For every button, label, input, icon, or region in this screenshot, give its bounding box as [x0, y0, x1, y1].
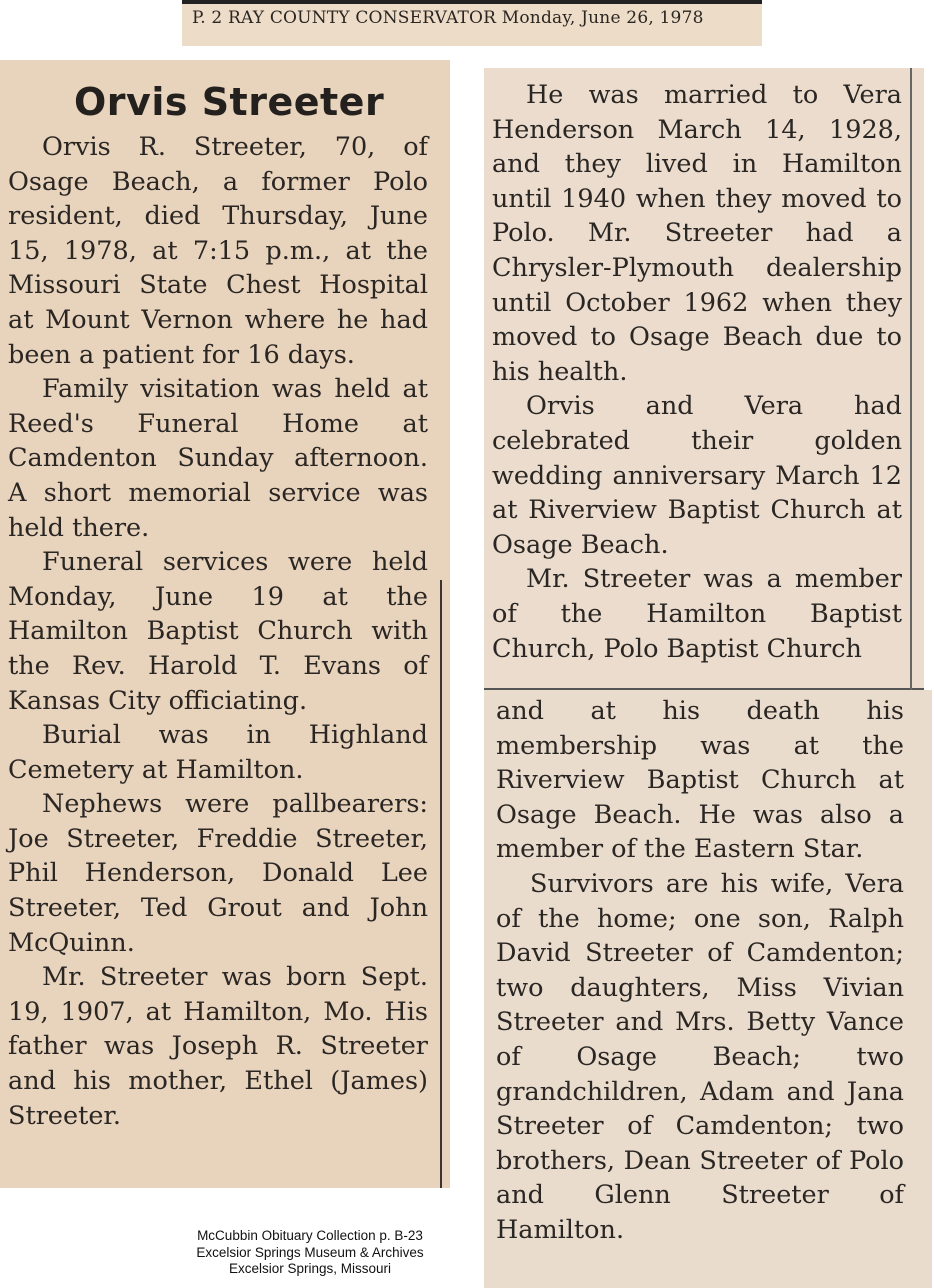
newspaper-header-text: P. 2 RAY COUNTY CONSERVATOR Monday, June 26, 1978 [192, 8, 704, 28]
paragraph: Survivors are his wife, Vera of the home; one son, Ralph David Streeter of Camdenton; two daughters, Miss Vivian Streeter and Mrs. Betty Vance of Osage Beach; two grandchildren, Adam and Jana Streeter of Camdenton; two brothers, Dean Streeter of Polo and Glenn Streeter of Hamilton. [496, 868, 904, 1245]
right-bottom-column-text [496, 694, 904, 1248]
paragraph: Funeral services were held Monday, June 19 at the Hamilton Baptist Church with the Rev. Harold T. Evans of Kansas City officiating. [8, 547, 428, 716]
paragraph: Mr. Streeter was born Sept. 19, 1907, at Hamilton, Mo. His father was Joseph R. Streeter and his mother, Ethel (James) Streeter. [8, 962, 428, 1131]
newspaper-header-clipping [182, 0, 762, 46]
paragraph: He was married to Vera Henderson March 14, 1928, and they lived in Hamilton until 1940 when they moved to Polo. Mr. Streeter had a Chrysler-Plymouth dealership until October 1962 when they moved to Osage Beach due to his health. [492, 80, 902, 387]
caption-line: McCubbin Obituary Collection p. B-23 [197, 1228, 423, 1243]
paragraph: Mr. Streeter was a member of the Hamilton Baptist Church, Polo Baptist Church [492, 564, 902, 664]
paragraph: Family visitation was held at Reed's Funeral Home at Camdenton Sunday afternoon. A short memorial service was held there. [8, 374, 428, 543]
left-column-text [8, 130, 428, 1133]
obituary-title: Orvis Streeter [74, 80, 385, 124]
paragraph: Orvis R. Streeter, 70, of Osage Beach, a former Polo resident, died Thursday, June 15, 1978, at 7:15 p.m., at the Missouri State Chest Hospital at Mount Vernon where he had been a patient for 16 days. [8, 132, 428, 370]
obituary-right-bottom-column [484, 690, 932, 1288]
paragraph: Nephews were pallbearers: Joe Streeter, Freddie Streeter, Phil Henderson, Donald Lee Streeter, Ted Grout and John McQuinn. [8, 789, 428, 958]
column-divider [440, 580, 442, 1188]
archive-caption [150, 1228, 470, 1278]
paragraph: Orvis and Vera had celebrated their golden wedding anniversary March 12 at Riverview Baptist Church at Osage Beach. [492, 391, 902, 560]
right-top-column-text [492, 78, 902, 666]
caption-line: Excelsior Springs Museum & Archives [196, 1244, 424, 1260]
paragraph: and at his death his membership was at the Riverview Baptist Church at Osage Beach. He was also a member of the Eastern Star. [496, 696, 904, 865]
caption-line: Excelsior Springs, Missouri [228, 1261, 392, 1276]
header-rule [182, 0, 762, 4]
obituary-left-column [0, 60, 450, 1188]
obituary-right-top-column [484, 68, 924, 690]
paragraph: Burial was in Highland Cemetery at Hamilton. [8, 720, 428, 785]
column-divider [910, 68, 912, 690]
